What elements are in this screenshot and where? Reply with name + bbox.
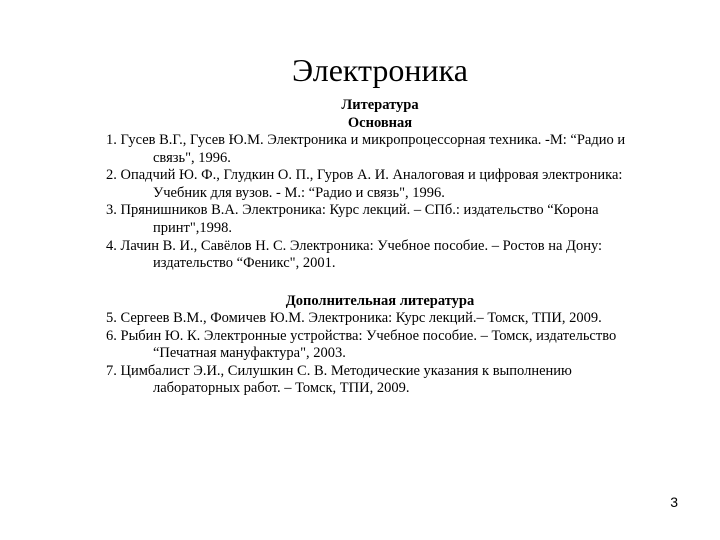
main-reference-list bbox=[106, 132, 646, 273]
literature-heading: Литература bbox=[341, 97, 419, 113]
slide-title: Электроника bbox=[292, 52, 468, 88]
reference-item: 6. Рыбин Ю. К. Электронные устройства: Учебное пособие. – Томск, издательство “Печатная мануфактура", 2003. bbox=[106, 327, 620, 362]
reference-item: 4. Лачин В. И., Савёлов Н. С. Электроника: Учебное пособие. – Ростов на Дону: издательство “Феникс", 2001. bbox=[106, 237, 606, 272]
reference-item: 7. Цимбалист Э.И., Силушкин С. В. Методические указания к выполнению лабораторных работ. – Томск, ТПИ, 2009. bbox=[106, 362, 576, 397]
reference-item: 1. Гусев В.Г., Гусев Ю.М. Электроника и микропроцессорная техника. -М: “Радио и связь", 1996. bbox=[106, 132, 629, 166]
additional-reference-list bbox=[106, 310, 646, 398]
main-literature-heading: Основная bbox=[347, 115, 413, 131]
page-number: 3 bbox=[670, 494, 678, 510]
reference-item: 3. Прянишников В.А. Электроника: Курс лекций. – СПб.: издательство “Корона принт",1998. bbox=[106, 202, 603, 236]
reference-item: 5. Сергеев В.М., Фомичев Ю.М. Электроника: Курс лекций.– Томск, ТПИ, 2009. bbox=[106, 310, 602, 326]
additional-literature-heading: Дополнительная литература bbox=[285, 293, 475, 309]
reference-item: 2. Опадчий Ю. Ф., Глудкин О. П., Гуров А. И. Аналоговая и цифровая электроника: Учебник для вузов. - М.: “Радио и связь", 1996. bbox=[106, 167, 627, 201]
